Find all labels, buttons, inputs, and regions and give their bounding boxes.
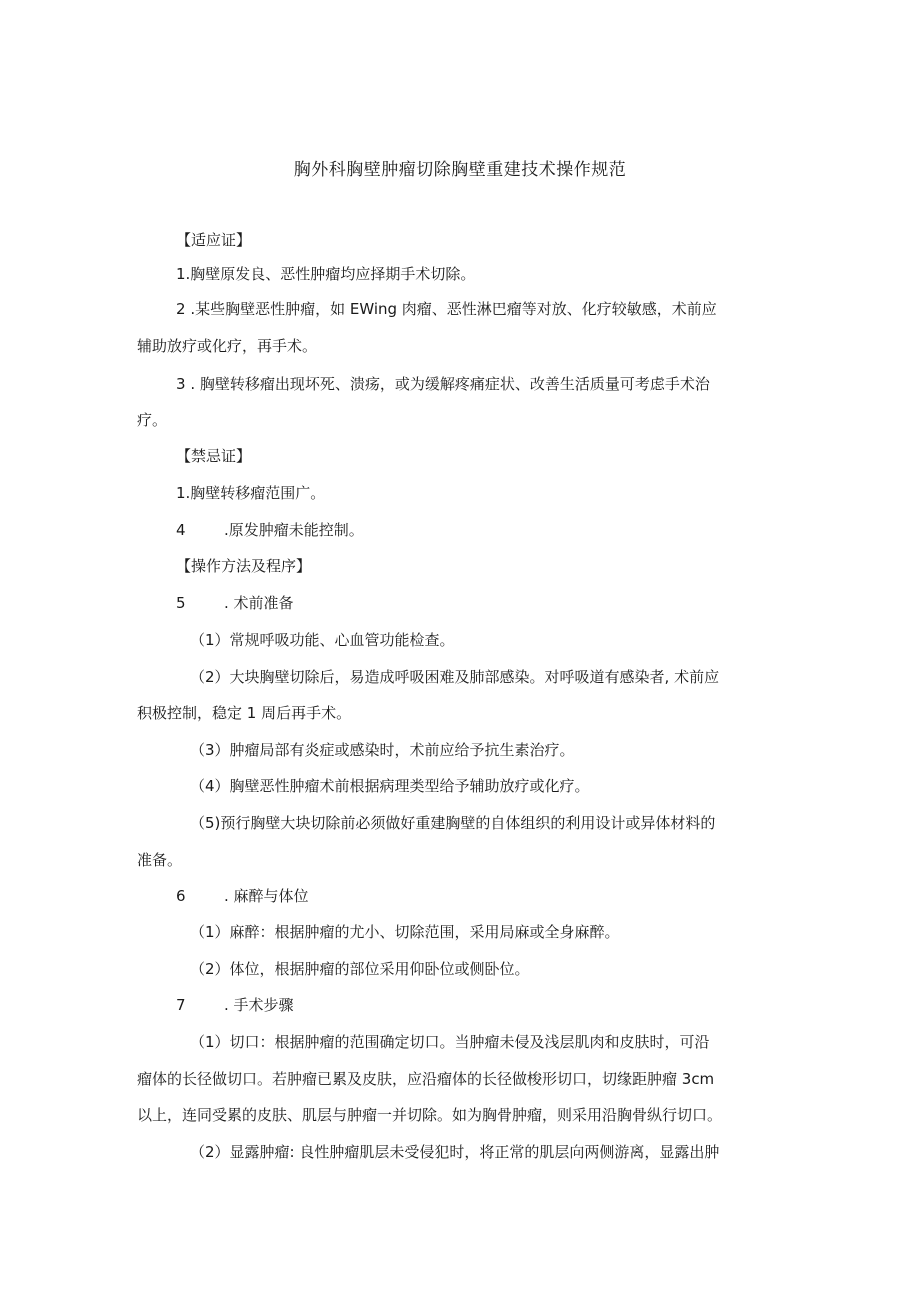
indication-1: 1.胸壁原发良、恶性肿瘤均应择期手术切除。 (176, 265, 476, 283)
prep-1: （1）常规呼吸功能、心血管功能检查。 (190, 631, 455, 649)
anesthesia-1: （1）麻醉：根据肿瘤的尤小、切除范围，采用局麻或全身麻醉。 (190, 923, 620, 941)
section-6: 6 . 麻醉与体位 (176, 887, 309, 905)
prep-2-cont: 积极控制，稳定 1 周后再手术。 (137, 704, 352, 722)
prep-2: （2）大块胸壁切除后，易造成呼吸困难及肺部感染。对呼吸道有感染者, 术前应 (190, 668, 720, 686)
prep-5: （5)预行胸壁大块切除前必须做好重建胸壁的自体组织的利用设计或异体材料的 (190, 814, 716, 832)
prep-4: （4）胸壁恶性肿瘤术前根据病理类型给予辅助放疗或化疗。 (190, 777, 590, 795)
indication-2-cont: 辅助放疗或化疗，再手术。 (137, 337, 318, 355)
anesthesia-2: （2）体位，根据肿瘤的部位采用仰卧位或侧卧位。 (190, 960, 530, 978)
contraindication-4: 4 .原发肿瘤未能控制。 (176, 521, 364, 539)
contraindication-1: 1.胸壁转移瘤范围广。 (176, 484, 326, 502)
heading-method: 【操作方法及程序】 (176, 557, 312, 575)
operation-1: （1）切口：根据肿瘤的范围确定切口。当肿瘤未侵及浅层肌肉和皮肤时，可沿 (190, 1033, 710, 1051)
section-5: 5 . 术前准备 (176, 594, 294, 612)
operation-1-cont1: 瘤体的长径做切口。若肿瘤已累及皮肤，应沿瘤体的长径做梭形切口，切缘距肿瘤 3cm (137, 1070, 715, 1088)
prep-3: （3）肿瘤局部有炎症或感染时，术前应给予抗生素治疗。 (190, 741, 575, 759)
document-title: 胸外科胸壁肿瘤切除胸壁重建技术操作规范 (293, 160, 627, 180)
prep-5-cont: 准备。 (137, 851, 183, 869)
indication-3-cont: 疗。 (137, 411, 168, 429)
operation-2: （2）显露肿瘤: 良性肿瘤肌层未受侵犯时，将正常的肌层向两侧游离，显露出肿 (190, 1143, 720, 1161)
indication-3: 3 . 胸壁转移瘤出现坏死、溃疡，或为缓解疼痛症状、改善生活质量可考虑手术治 (176, 375, 710, 393)
heading-indications: 【适应证】 (176, 231, 252, 249)
indication-2: 2 .某些胸壁恶性肿瘤，如 EWing 肉瘤、恶性淋巴瘤等对放、化疗较敏感，术前应 (176, 300, 717, 318)
operation-1-cont2: 以上，连同受累的皮肤、肌层与肿瘤一并切除。如为胸骨肿瘤，则采用沿胸骨纵行切口。 (137, 1106, 723, 1124)
heading-contraindications: 【禁忌证】 (176, 447, 252, 465)
section-7: 7 . 手术步骤 (176, 996, 294, 1014)
